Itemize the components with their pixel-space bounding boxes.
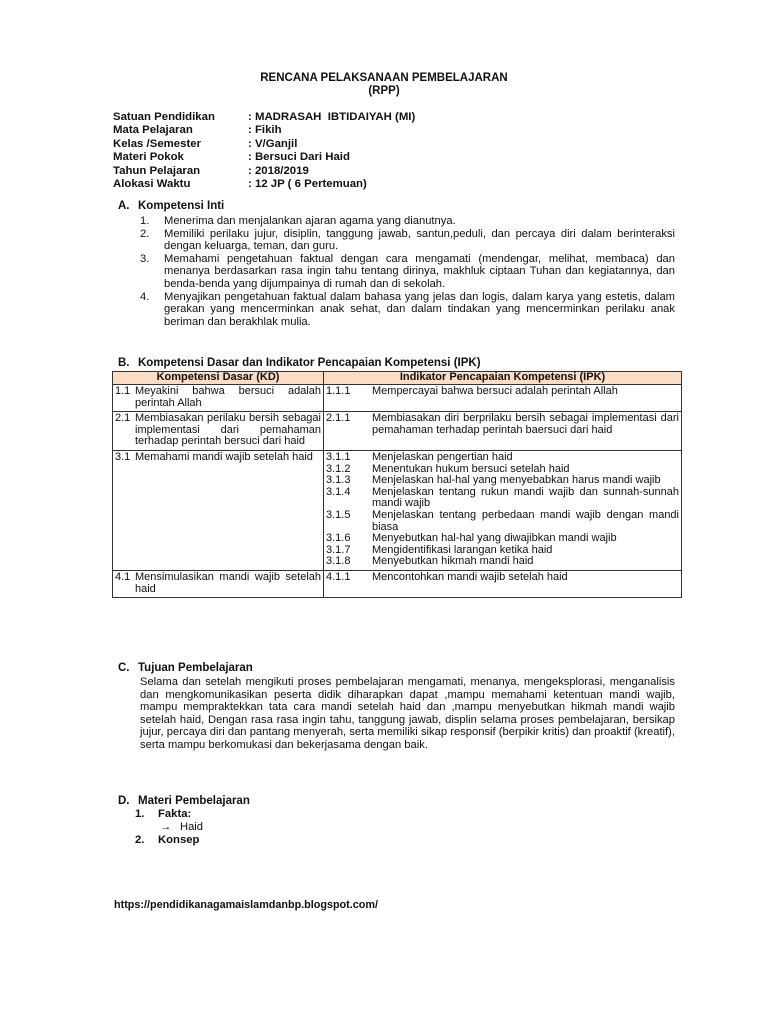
column-header-kd: Kompetensi Dasar (KD) (113, 372, 324, 385)
identity-row (113, 151, 415, 164)
kd-text: Meyakini bahwa bersuci adalah perintah Allah (135, 385, 321, 409)
tujuan-paragraph: Selama dan setelah mengikuti proses pembelajaran mengamati, menanya, mengeksplorasi, menganalisis dan mengkomunikasikan peserta didik diharapkan dapat ,mampu memahami ketentuan mandi wajib, mampu mempraktekkan tata cara mandi setelah haid dan ,mampu menyebutkan hikmah mandi wajib setelah haid, Dengan rasa rasa ingin tahu, tanggung jawab, displin selama proses pembelajaran, bersikap jujur, percaya diri dan pantang menyerah, serta memiliki sikap responsif (berpikir kritis) dan proaktif (kreatif), serta mampu berkomukasi dan bekerjasama dengan baik. (140, 676, 675, 751)
indicator-text: Mengidentifikasi larangan ketika haid (372, 543, 553, 556)
section-b-heading (118, 357, 481, 370)
kd-number: 4.1 (115, 570, 131, 583)
kd-cell (113, 412, 324, 451)
identity-row (113, 178, 415, 191)
sub-title: Fakta: (158, 808, 192, 820)
list-item-number: 1. (140, 215, 150, 227)
arrow-right-icon: → (160, 821, 172, 833)
indicator-number: 3.1.3 (326, 474, 351, 487)
ipk-cell (324, 385, 682, 412)
section-title: Materi Pembelajaran (138, 795, 250, 807)
table-row (113, 450, 682, 570)
table-row (113, 412, 682, 451)
list-item-text: Memiliki perilaku jujur, disiplin, tanggung jawab, santun,peduli, dan percaya diri dalam berinteraksi dengan keluarga, teman, dan guru. (164, 227, 675, 253)
list-item-text: Menyajikan pengetahuan faktual dalam bahasa yang jelas dan logis, dalam karya yang estetis, dalam gerakan yang mencerminkan anak sehat, dan dalam tindakan yang mencerminkan perilaku anak beriman dan berakhlak mulia. (164, 290, 675, 328)
ipk-cell (324, 570, 682, 597)
indicator-text: Menyebutkan hal-hal yang diwajibkan mandi wajib (372, 532, 617, 545)
indicator-number: 3.1.7 (326, 543, 351, 556)
list-item-number: 2. (140, 227, 150, 240)
list-item-number: 4. (140, 290, 150, 303)
section-title: Kompetensi Inti (138, 200, 225, 212)
sub-title: Konsep (158, 834, 200, 846)
section-letter: D. (118, 795, 130, 807)
identity-value: : Fikih (248, 124, 282, 137)
identity-label: Mata Pelajaran (113, 124, 193, 137)
identity-label: Tahun Pelajaran (113, 164, 201, 177)
indicator-text: Menjelaskan pengertian haid (372, 450, 513, 463)
identity-label: Alokasi Waktu (113, 177, 191, 190)
kd-number: 3.1 (115, 450, 131, 463)
identity-value: : 12 JP ( 6 Pertemuan) (248, 177, 367, 190)
identity-row (113, 111, 415, 124)
indicator-text: Menjelaskan tentang perbedaan mandi wajib dengan mandi biasa (372, 508, 679, 533)
materi-konsep (135, 834, 199, 847)
identity-row (113, 165, 415, 178)
kd-text: Membiasakan perilaku bersih sebagai implementasi dari pemahaman terhadap perintah bersuci dari haid (135, 412, 321, 448)
sub-number: 2. (135, 834, 145, 846)
ipk-cell (324, 450, 682, 570)
indicator-number: 2.1.1 (326, 412, 351, 425)
identity-table (113, 111, 415, 191)
indicator-number: 3.1.2 (326, 462, 351, 475)
indicator-text: Menjelaskan tentang rukun mandi wajib dan sunnah-sunnah mandi wajib (372, 485, 679, 510)
identity-label: Materi Pokok (113, 151, 184, 164)
section-c-heading (118, 662, 253, 675)
list-item-text: Menerima dan menjalankan ajaran agama yang dianutnya. (164, 215, 456, 227)
table-header-row (113, 372, 682, 385)
indicator-text: Mempercayai bahwa bersuci adalah perintah Allah (372, 385, 618, 397)
document-subtitle: (RPP) (368, 85, 400, 97)
identity-value: : 2018/2019 (248, 164, 309, 177)
kd-cell (113, 450, 324, 570)
kd-number: 1.1 (115, 385, 131, 397)
indicator-number: 4.1.1 (326, 570, 351, 583)
identity-value: : V/Ganjil (248, 137, 298, 150)
indicator-text: Mencontohkan mandi wajib setelah haid (372, 570, 568, 583)
list-item-text: Memahami pengetahuan faktual dengan cara mengamati (mendengar, melihat, membaca) dan menanya berdasarkan rasa ingin tahu tentang dirinya, makhluk ciptaan Tuhan dan kegiatannya, dan benda-benda yang dijumpainya di rumah dan di sekolah. (164, 252, 675, 290)
materi-fakta (135, 808, 191, 821)
identity-label: Kelas /Semester (113, 137, 202, 150)
identity-label: Satuan Pendidikan (113, 111, 215, 123)
kd-text: Memahami mandi wajib setelah haid (135, 450, 313, 463)
list-item-number: 3. (140, 252, 150, 265)
indicator-number: 3.1.6 (326, 532, 351, 545)
table-row (113, 570, 682, 597)
kompetensi-inti-list (140, 215, 675, 328)
indicator-number: 3.1.4 (326, 485, 351, 498)
identity-row (113, 124, 415, 137)
indicator-text: Menentukan hukum bersuci setelah haid (372, 462, 570, 475)
list-item (140, 228, 675, 253)
kd-number: 2.1 (115, 412, 131, 425)
document-title: RENCANA PELAKSANAAN PEMBELAJARAN (260, 72, 508, 84)
fakta-item-text: Haid (180, 821, 204, 833)
fakta-item (160, 821, 203, 834)
indicator-text: Menjelaskan hal-hal yang menyebabkan harus mandi wajib (372, 474, 661, 487)
identity-value: : Bersuci Dari Haid (248, 151, 350, 164)
list-item (140, 253, 675, 291)
section-title: Tujuan Pembelajaran (138, 662, 253, 674)
kd-cell (113, 385, 324, 412)
list-item (140, 215, 675, 228)
indicator-number: 3.1.1 (326, 450, 351, 463)
indicator-text: Menyebutkan hikmah mandi haid (372, 555, 534, 568)
identity-value: : MADRASAH IBTIDAIYAH (MI) (248, 111, 416, 123)
section-a-heading (118, 200, 224, 213)
table-row (113, 385, 682, 412)
kd-text: Mensimulasikan mandi wajib setelah haid (135, 570, 321, 595)
ipk-cell (324, 412, 682, 451)
kd-ipk-table (112, 371, 682, 598)
section-letter: C. (118, 662, 130, 674)
indicator-text: Membiasakan diri berprilaku bersih sebagai implementasi dari pemahaman terhadap perintah baersuci dari haid (372, 412, 679, 436)
list-item (140, 291, 675, 329)
sub-number: 1. (135, 808, 145, 820)
section-d-heading (118, 795, 250, 808)
section-title: Kompetensi Dasar dan Indikator Pencapaian Kompetensi (IPK) (138, 357, 481, 369)
section-letter: A. (118, 200, 130, 212)
footer-url: https://pendidikanagamaislamdanbp.blogspot.com/ (114, 899, 378, 911)
column-header-ipk: Indikator Pencapaian Kompetensi (IPK) (324, 372, 682, 385)
kd-cell (113, 570, 324, 597)
indicator-number: 1.1.1 (326, 385, 351, 397)
identity-row (113, 138, 415, 151)
indicator-number: 3.1.8 (326, 555, 351, 568)
indicator-number: 3.1.5 (326, 508, 351, 521)
section-letter: B. (118, 357, 130, 369)
